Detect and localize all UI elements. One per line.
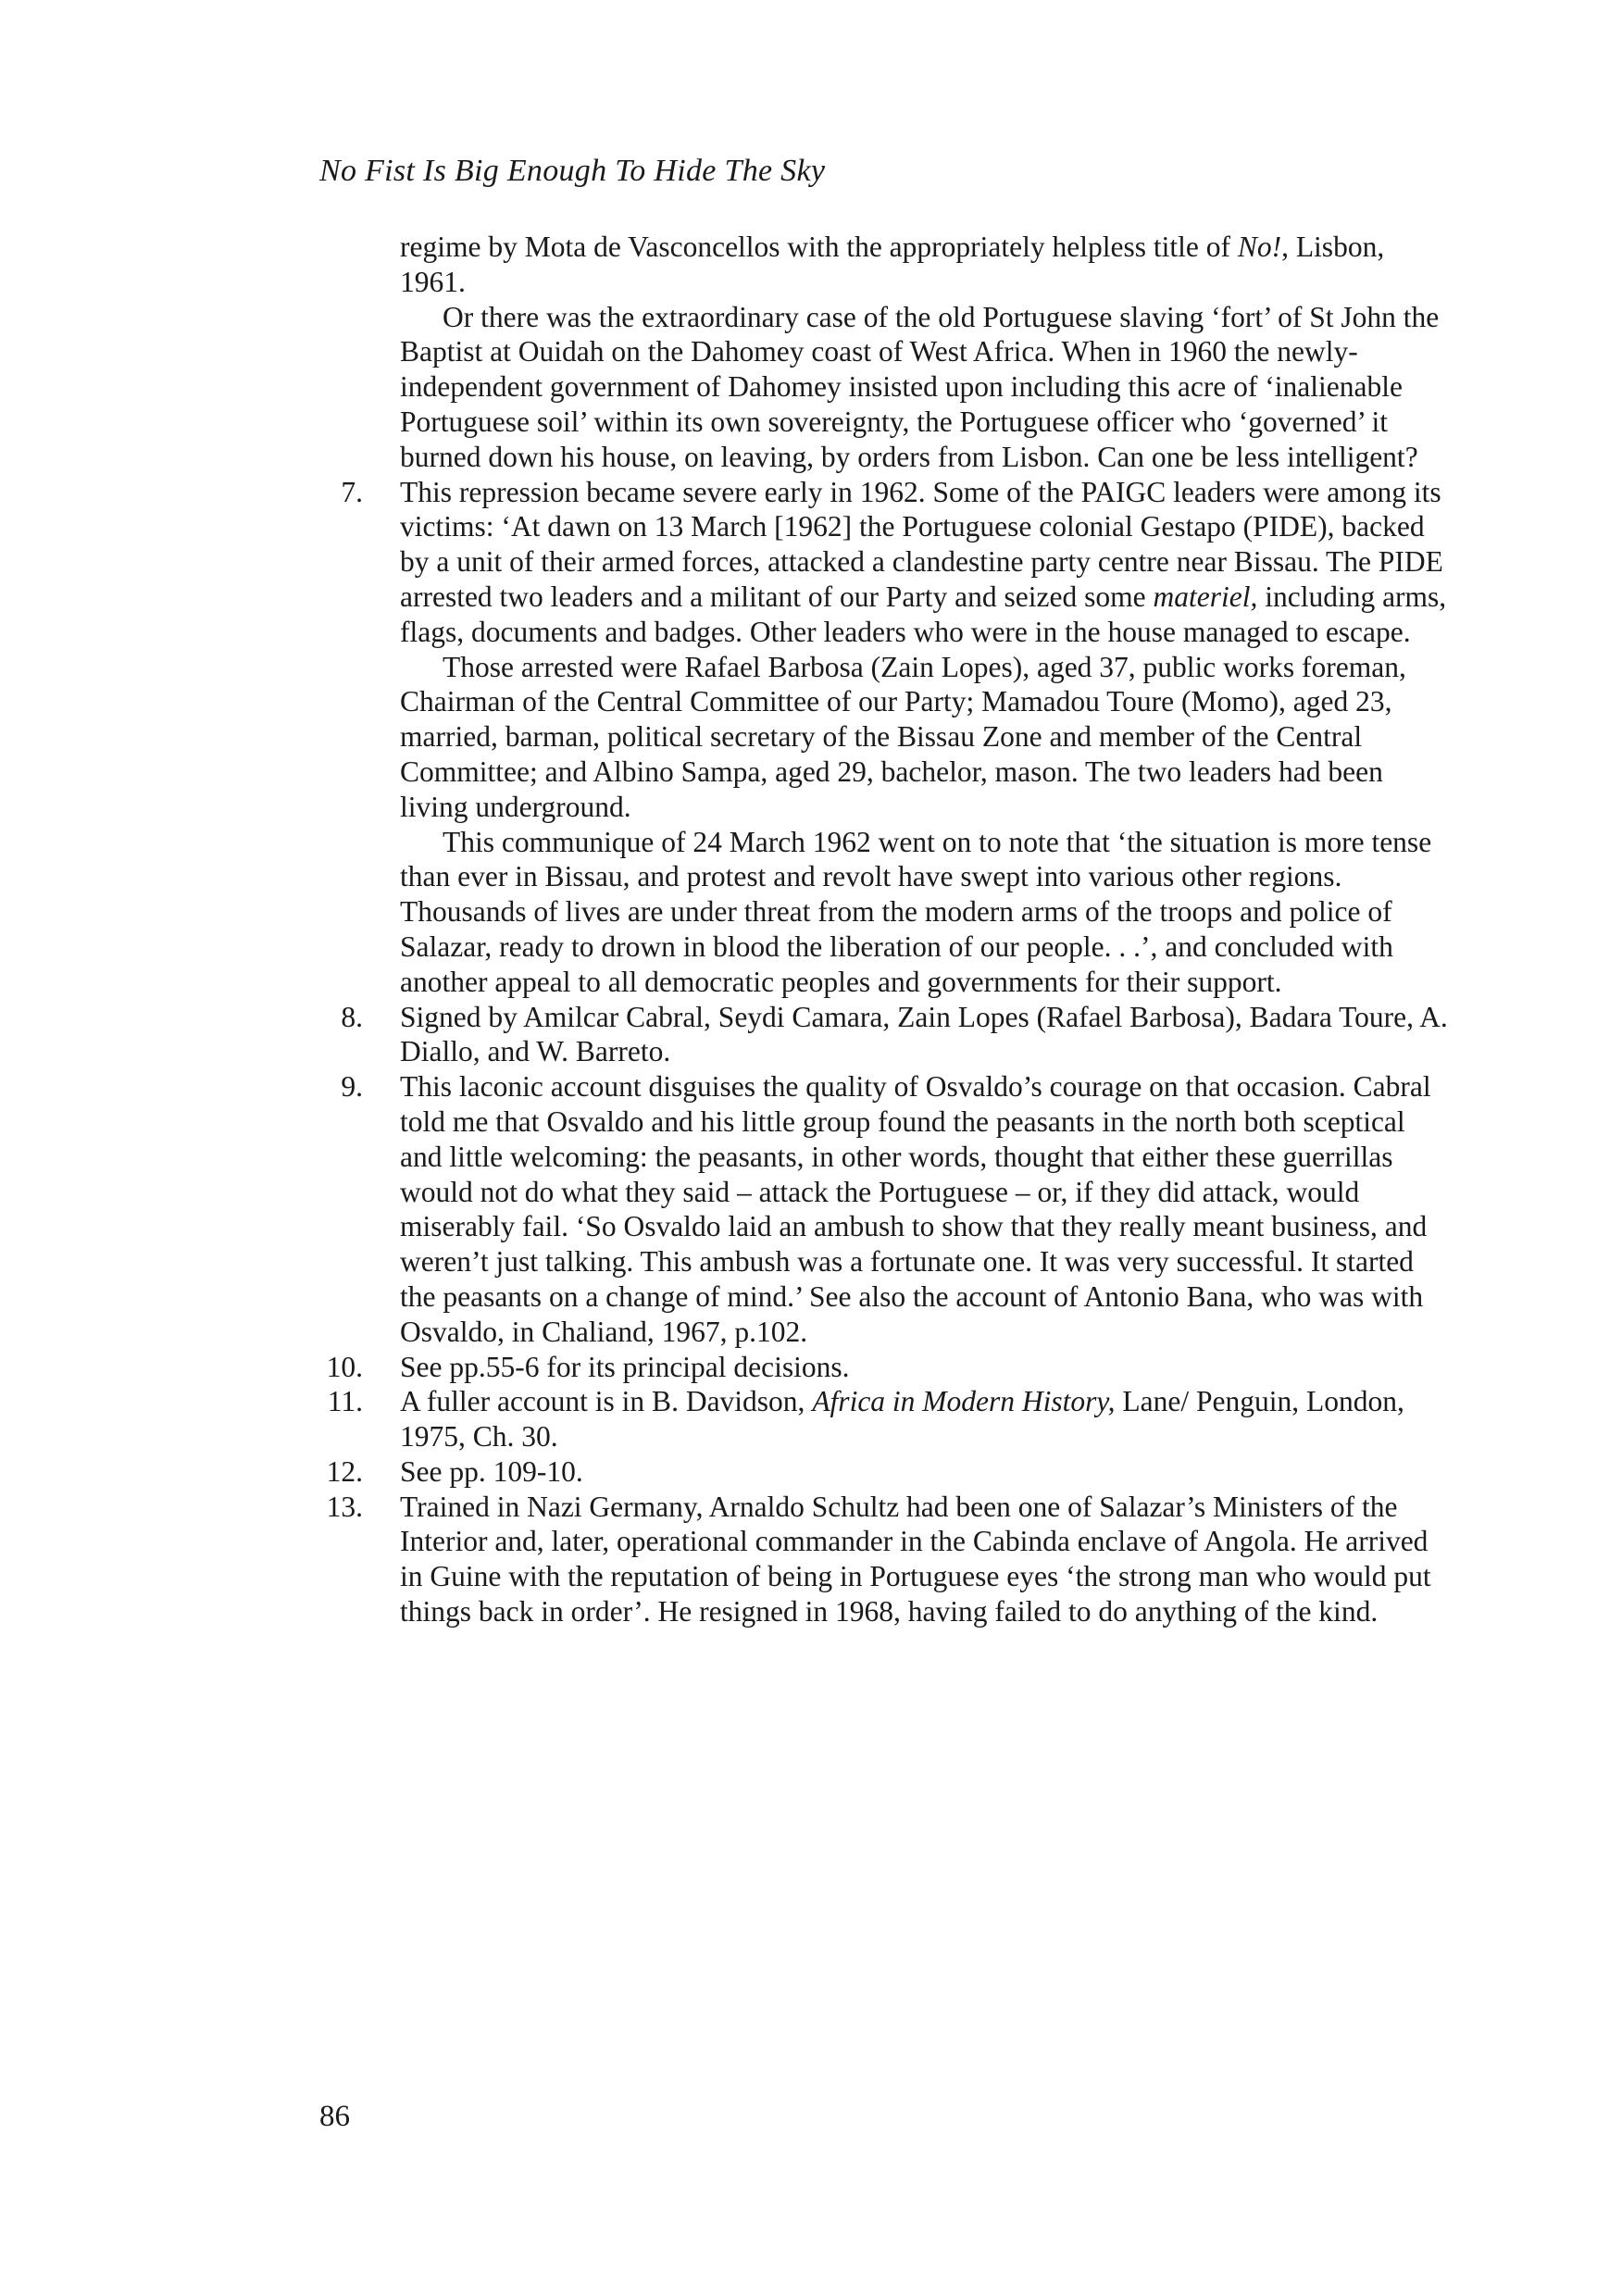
italic-title: No! xyxy=(1237,231,1282,263)
note-number: 9. xyxy=(341,1070,363,1104)
text-span: , Lisbon, 1961. xyxy=(400,231,1385,298)
note-number: 7. xyxy=(341,475,363,508)
note-7 xyxy=(315,475,1454,1000)
note-number: 12. xyxy=(326,1454,363,1488)
text-span: This repression became severe early in 1962. Some of the PAIGC leaders were among its victims: ‘At dawn on 13 March [1962] the Portuguese colonial Gestapo (PIDE), backed by a unit of their armed forces, attacked a clandestine party centre near Bissau. The PIDE arrested two leaders and a militant of our Party and seized some xyxy=(400,475,1443,613)
text-span: A fuller account is in B. Davidson, xyxy=(400,1385,813,1418)
note-8 xyxy=(315,1000,1454,1070)
italic-word: materiel, xyxy=(1153,580,1258,613)
note-paragraph: See pp. 109-10. xyxy=(400,1454,583,1488)
text-span: regime by Mota de Vasconcellos with the appropriately helpless title of xyxy=(400,231,1238,263)
note-paragraph: See pp.55-6 for its principal decisions. xyxy=(400,1350,850,1383)
note-paragraph: Signed by Amilcar Cabral, Seydi Camara, Zain Lopes (Rafael Barbosa), Badara Toure, A. Diallo, and W. Barreto. xyxy=(400,1000,1448,1068)
note-paragraph xyxy=(400,230,1454,300)
note-paragraph: This laconic account disguises the quality of Osvaldo’s courage on that occasion. Cabral told me that Osvaldo and his little group found the peasants in the north both sceptical and little welcoming: the peasants, in other words, thought that either these guerrillas would not do what they said – attack the Portuguese – or, if they did attack, would miserably fail. ‘So Osvaldo laid an ambush to show that they really meant business, and weren’t just talking. This ambush was a fortunate one. It was very successful. It started the peasants on a change of mind.’ See also the account of Antonio Bana, who was with Osvaldo, in Chaliand, 1967, p.102. xyxy=(400,1070,1431,1348)
note-paragraph xyxy=(400,475,1454,650)
note-10 xyxy=(315,1350,1454,1385)
note-paragraph xyxy=(400,1384,1454,1454)
note-paragraph: Trained in Nazi Germany, Arnaldo Schultz had been one of Salazar’s Ministers of the Interior and, later, operational commander in the Cabinda enclave of Angola. He arrived in Guine with the reputation of being in Portuguese eyes ‘the strong man who would put things back in order’. He resigned in 1968, having failed to do anything of the kind. xyxy=(400,1490,1431,1628)
text-span: including arms, flags, documents and badges. Other leaders who were in the house managed to escape. xyxy=(400,580,1447,648)
note-paragraph: Or there was the extraordinary case of the old Portuguese slaving ‘fort’ of St John the Baptist at Ouidah on the Dahomey coast of West Africa. When in 1960 the newly-independent government of Dahomey insisted upon including this acre of ‘inalienable Portuguese soil’ within its own sovereignty, the Portuguese officer who ‘governed’ it burned down his house, on leaving, by orders from Lisbon. Can one be less intelligent? xyxy=(400,300,1440,473)
note-number: 10. xyxy=(326,1350,363,1383)
note-continuation xyxy=(315,230,1454,475)
note-paragraph: This communique of 24 March 1962 went on to note that ‘the situation is more tense than ever in Bissau, and protest and revolt have swept into various other regions. Thousands of lives are under threat from the modern arms of the troops and police of Salazar, ready to drown in blood the liberation of our people. . .’, and concluded with another appeal to all democratic peoples and governments for their support. xyxy=(400,825,1432,998)
note-number: 11. xyxy=(327,1385,363,1418)
note-9 xyxy=(315,1069,1454,1349)
text-span: Lane/ Penguin, London, 1975, Ch. 30. xyxy=(400,1385,1404,1454)
endnotes xyxy=(315,230,1454,1629)
note-12 xyxy=(315,1454,1454,1490)
italic-title: Africa in Modern History, xyxy=(812,1385,1116,1418)
running-title: No Fist Is Big Enough To Hide The Sky xyxy=(319,154,826,188)
note-11 xyxy=(315,1384,1454,1454)
note-number: 8. xyxy=(341,1000,363,1033)
page-number: 86 xyxy=(319,2100,350,2133)
note-paragraph: Those arrested were Rafael Barbosa (Zain Lopes), aged 37, public works foreman, Chairman of the Central Committee of our Party; Mamadou Toure (Momo), aged 23, married, barman, political secretary of the Bissau Zone and member of the Central Committee; and Albino Sampa, aged 29, bachelor, mason. The two leaders had been living underground. xyxy=(400,650,1406,823)
note-13 xyxy=(315,1490,1454,1629)
note-number: 13. xyxy=(326,1490,363,1523)
